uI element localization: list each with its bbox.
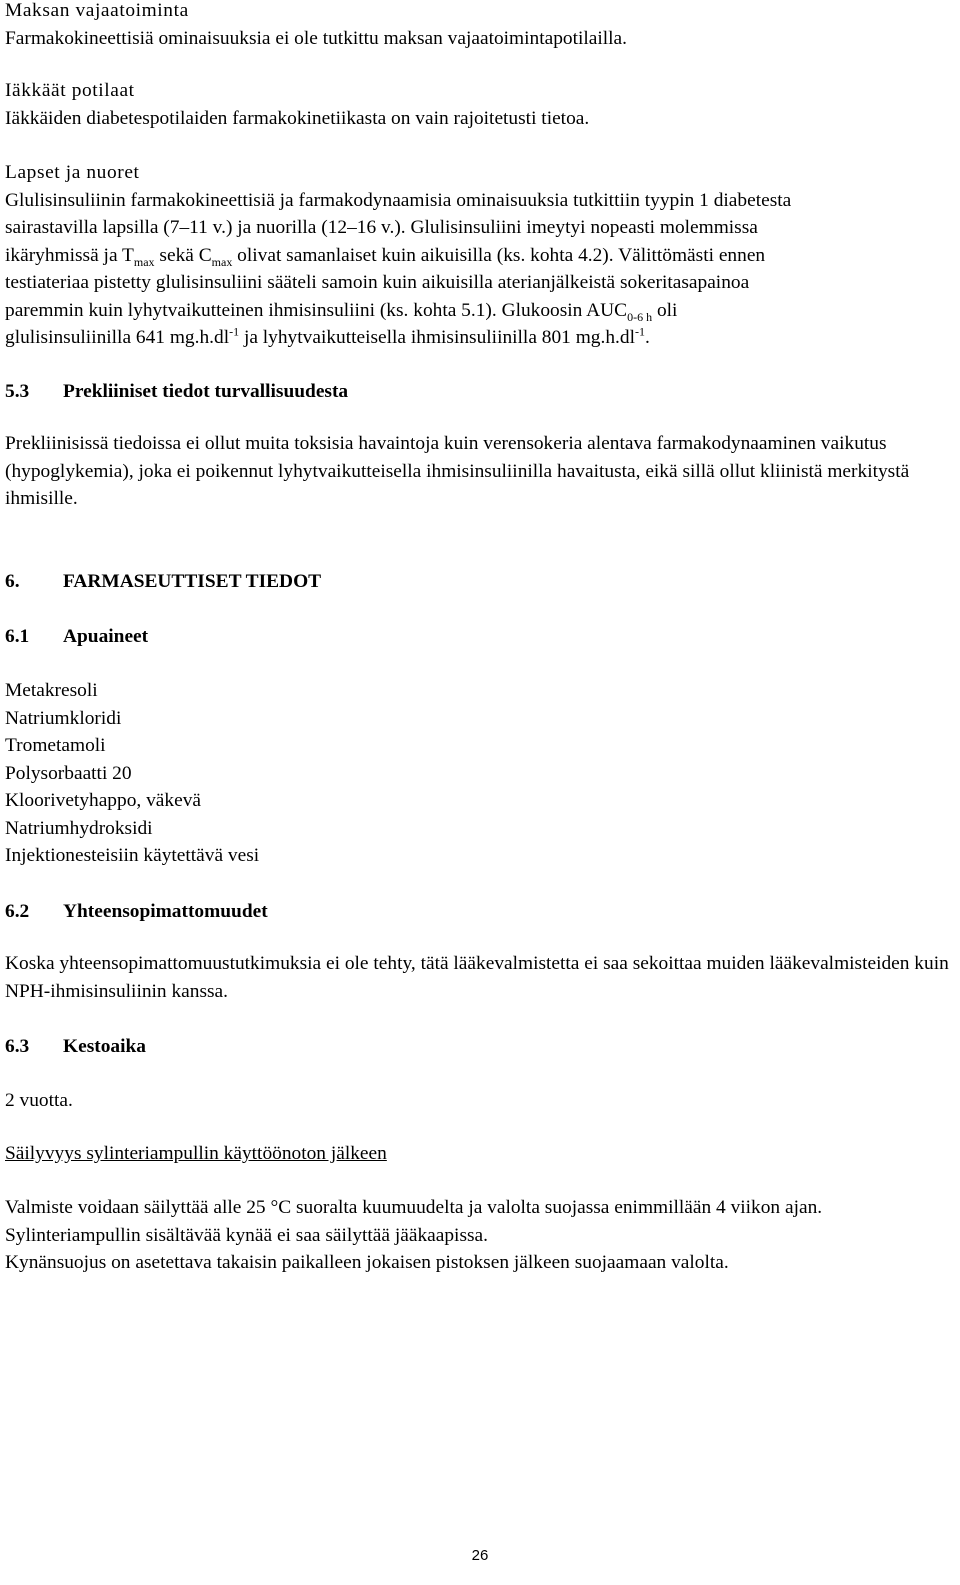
liver-heading: Maksan vajaatoiminta bbox=[5, 0, 189, 21]
list-item: Metakresoli bbox=[5, 680, 98, 701]
liver-text: Farmakokineettisiä ominaisuuksia ei ole tutkittu maksan vajaatoimintapotilailla. bbox=[5, 27, 627, 49]
section-5-3-text: Prekliinisissä tiedoissa ei ollut muita toksisia havaintoja kuin verensokeria alentava farmakodynaaminen vaikutus (hypoglykemia), joka ei poikennut lyhytvaikutteisella ihmisinsuliinilla havaitusta, eikä sillä ollut kliinistä merkitystä ihmisille. bbox=[5, 433, 910, 509]
list-item: Injektionesteisiin käytettävä vesi bbox=[5, 845, 260, 866]
section-number: 6.3 bbox=[5, 1036, 30, 1057]
section-title: Kestoaika bbox=[63, 1036, 146, 1057]
list-item: Natriumhydroksidi bbox=[5, 817, 153, 839]
children-line-4: testiateriaa pistetty glulisinsuliini sääteli samoin kuin aikuisilla aterianjälkeistä sokeritasapainoa bbox=[5, 272, 750, 293]
storage-line: Valmiste voidaan säilyttää alle 25 °C suoralta kuumuudelta ja valolta suojassa enimmillään 4 viikon ajan. bbox=[5, 1197, 823, 1218]
section-5-3-heading bbox=[5, 378, 950, 405]
children-line-2: sairastavilla lapsilla (7–11 v.) ja nuorilla (12–16 v.). Glulisinsuliini imeytyi nopeasti molemmissa bbox=[5, 217, 758, 238]
section-title: Yhteensopimattomuudet bbox=[63, 901, 268, 922]
children-heading: Lapset ja nuoret bbox=[5, 162, 140, 183]
section-title: Apuaineet bbox=[63, 626, 149, 647]
elderly-section bbox=[5, 77, 950, 132]
children-section bbox=[5, 159, 950, 352]
section-number: 6. bbox=[5, 571, 20, 592]
liver-section bbox=[5, 0, 950, 52]
children-line-3: ikäryhmissä ja $T_{max}$ sekä $C_{max}$ olivat samanlaiset kuin aikuisilla (ks. kohta 4.2). Välittömästi ennen bbox=[5, 244, 766, 269]
section-title: Prekliiniset tiedot turvallisuudesta bbox=[63, 381, 349, 402]
list-item: Kloorivetyhappo, väkevä bbox=[5, 790, 201, 811]
storage-line: Kynänsuojus on asetettava takaisin paikalleen jokaisen pistoksen jälkeen suojaamaan valolta. bbox=[5, 1252, 729, 1273]
section-number: 6.1 bbox=[5, 626, 30, 647]
elderly-heading: Iäkkäät potilaat bbox=[5, 80, 135, 101]
section-number: 5.3 bbox=[5, 381, 30, 402]
storage-instructions bbox=[5, 1194, 950, 1277]
list-item: Polysorbaatti 20 bbox=[5, 762, 132, 784]
children-line-1: Glulisinsuliinin farmakokineettisiä ja farmakodynaamisia ominaisuuksia tutkittiin tyypin 1 diabetesta bbox=[5, 189, 792, 211]
in-use-subheading: Säilyvyys sylinteriampullin käyttöönoton jälkeen bbox=[5, 1143, 387, 1164]
shelf-life-duration: 2 vuotta. bbox=[5, 1090, 73, 1111]
elderly-text: Iäkkäiden diabetespotilaiden farmakokinetiikasta on vain rajoitetusti tietoa. bbox=[5, 107, 590, 129]
excipient-list bbox=[5, 677, 950, 870]
section-6-2-heading bbox=[5, 898, 950, 925]
section-number: 6.2 bbox=[5, 901, 30, 922]
children-line-6: glulisinsuliinilla 641 $mg.h.dl^{-1}$ ja lyhytvaikutteisella ihmisinsuliinilla 801 $mg.h.dl^{-1}$. bbox=[5, 324, 650, 348]
section-6-1-heading bbox=[5, 623, 950, 650]
children-line-5: paremmin kuin lyhytvaikutteinen ihmisinsuliini (ks. kohta 5.1). Glukoosin $AUC_{0-6 h}$ oli bbox=[5, 299, 678, 324]
list-item: Trometamoli bbox=[5, 735, 106, 756]
storage-line: Sylinteriampullin sisältävää kynää ei saa säilyttää jääkaapissa. bbox=[5, 1224, 488, 1246]
page-number: 26 bbox=[471, 1547, 489, 1564]
list-item: Natriumkloridi bbox=[5, 707, 122, 729]
section-6-3-heading bbox=[5, 1033, 950, 1060]
section-6-heading bbox=[5, 568, 950, 595]
section-6-2-text: Koska yhteensopimattomuustutkimuksia ei ole tehty, tätä lääkevalmistetta ei saa sekoittaa muiden lääkevalmisteiden kuin NPH-ihmisinsuliinin kanssa. bbox=[5, 953, 949, 1002]
section-title: FARMASEUTTISET TIEDOT bbox=[63, 571, 322, 592]
